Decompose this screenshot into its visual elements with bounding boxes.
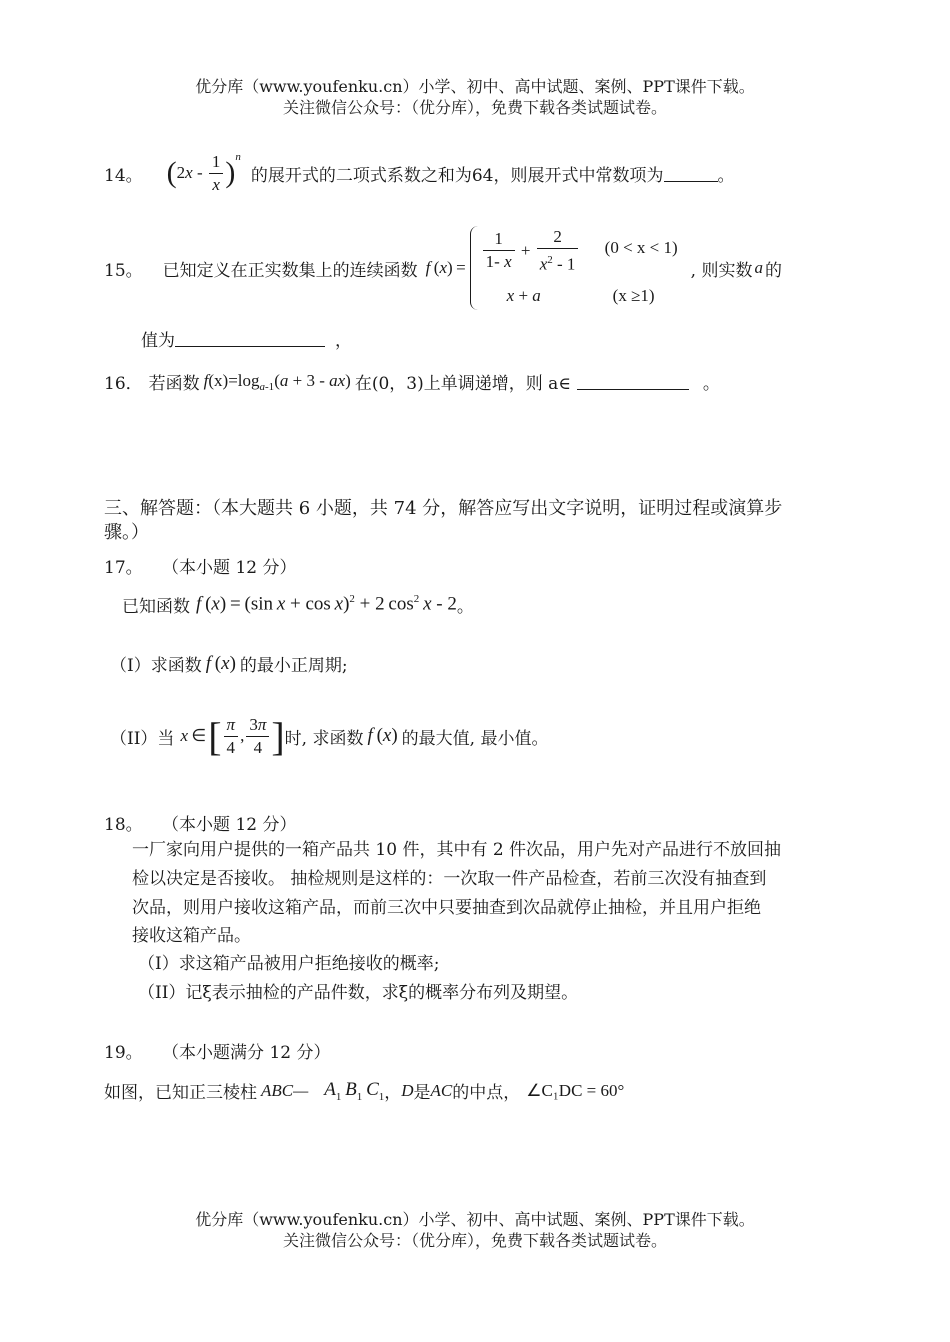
- q17-number: 17。: [104, 558, 143, 578]
- q18-line-4: 接收这箱产品。: [132, 926, 251, 946]
- header-line-2: 关注微信公众号：（优分库），免费下载各类试题试卷。: [282, 98, 667, 117]
- header-line-1: 优分库（www.youfenku.cn）小学、初中、高中试题、案例、PPT课件下载。: [195, 77, 755, 96]
- q17-tail: 。: [456, 597, 474, 617]
- q15-piecewise-brace: [470, 226, 481, 310]
- q17-p2-interval: x ∈ [ $\frac{\pi}{4}$ , $\frac{3\pi}{4}$ ]: [180, 713, 285, 759]
- q17-part-2: [110, 708, 548, 764]
- q16-mid: 在(0，3)上单调递增，则 a∈: [354, 374, 571, 394]
- q17-p1-label: （I）求函数: [110, 656, 202, 676]
- q15-var-a: a: [754, 258, 763, 277]
- footer-line-1: 优分库（www.youfenku.cn）小学、初中、高中试题、案例、PPT课件下载。: [195, 1210, 755, 1229]
- q19-mid1: 是: [413, 1083, 431, 1103]
- section-3-title-cont: 骤。）: [104, 522, 149, 543]
- q17-score: （本小题 12 分）: [162, 558, 297, 578]
- q14-text: 的展开式的二项式系数之和为64，则展开式中常数项为: [250, 165, 664, 186]
- q15-function: f (x) =: [425, 258, 466, 277]
- question-15: [104, 224, 782, 312]
- q19-sep: ，: [384, 1083, 402, 1103]
- question-16: [104, 369, 720, 394]
- q18-part-1: （I）求这箱产品被用户拒绝接收的概率;: [138, 954, 440, 974]
- q17-p2-mid: 时, 求函数: [284, 728, 364, 749]
- q18-line-1: 一厂家向用户提供的一箱产品共 10 件，其中有 2 件次品，用户先对产品进行不放回抽: [132, 840, 782, 860]
- q15-line2-tail: ，: [335, 331, 352, 351]
- q19-lead: 如图，已知正三棱柱: [104, 1083, 257, 1103]
- q16-answer-blank: [577, 373, 689, 390]
- q17-formula: f (x) = (sin x + cos x)$^2$ + 2 $\cos^2 x - 2$: [196, 593, 457, 615]
- q14-formula: ( 2 x - $\frac{1}{x}$ ) $^n$: [166, 150, 241, 194]
- q17-p1-tail: 的最小正周期;: [239, 656, 348, 676]
- q15-condition-2: (x ≥1): [612, 286, 655, 305]
- q14-tail: 。: [717, 165, 735, 186]
- q19-point-d: D: [401, 1080, 414, 1100]
- q19-mid2: 的中点，: [452, 1083, 521, 1103]
- q17-statement: [122, 592, 474, 617]
- q14-number: 14。: [104, 165, 143, 186]
- q18-score: （本小题 12 分）: [162, 815, 297, 835]
- section-3-title: 三、解答题：（本大题共 6 小题，共 74 分，解答应写出文字说明，证明过程或演算步: [104, 498, 783, 519]
- q18-line-3: 次品，则用户接收这箱产品，而前三次中只要抽查到次品就停止抽检，并且用户拒绝: [132, 898, 761, 918]
- q19-statement: [104, 1078, 624, 1103]
- q16-tail: 。: [702, 374, 720, 394]
- q15-branch-2: x + a: [506, 286, 541, 305]
- q15-piecewise: $\frac{1}{1- x}$ + $\frac{2}{x^2 - 1}$ (0 < x < 1) x + a (x ≥1): [481, 226, 691, 310]
- q15-tail-b: 的: [764, 260, 782, 281]
- q19-prism-base: ABC—: [261, 1080, 309, 1100]
- q15-tail-a: , 则实数: [690, 260, 753, 281]
- q17-part-1: [110, 651, 348, 676]
- q19-segment-ac: AC: [430, 1080, 453, 1100]
- q19-prism-top: $A_1$ $B_1$ $C_1$: [324, 1078, 385, 1103]
- q15-number: 15。: [104, 260, 143, 281]
- q15-answer-blank: [175, 330, 325, 347]
- q16-number: 16．: [104, 374, 143, 394]
- q15-line2: 值为: [141, 331, 175, 351]
- footer-line-2: 关注微信公众号：（优分库），免费下载各类试题试卷。: [282, 1231, 667, 1250]
- q18-number: 18。: [104, 815, 143, 835]
- q14-answer-blank: [664, 165, 718, 182]
- question-17-header: [104, 553, 297, 578]
- q19-angle: ∠C₁DC = 60°: [526, 1080, 625, 1100]
- q19-score: （本小题满分 12 分）: [162, 1043, 331, 1063]
- q17-p2-label: （II）当: [110, 728, 175, 749]
- q18-line-2: 检以决定是否接收。 抽检规则是这样的：一次取一件产品检查，若前三次没有抽查到: [132, 869, 767, 889]
- q17-p1-fx: f (x): [205, 652, 236, 674]
- question-15-line-2: [141, 326, 352, 351]
- q19-number: 19。: [104, 1043, 143, 1063]
- q18-part-2: （II）记ξ表示抽检的产品件数，求ξ的概率分布列及期望。: [138, 983, 579, 1003]
- question-19-header: [104, 1038, 331, 1063]
- q17-p2-tail: 的最大值, 最小值。: [401, 728, 549, 749]
- q15-text: 已知定义在正实数集上的连续函数: [162, 260, 418, 281]
- question-14: [104, 145, 735, 201]
- question-18-header: [104, 810, 297, 835]
- q17-lead: 已知函数: [122, 597, 190, 617]
- q16-formula: $f(x)=\log_{a-1}(a + 3 - ax)$: [203, 370, 351, 393]
- q17-p2-fx: f (x): [367, 725, 398, 746]
- q15-condition-1: (0 < x < 1): [604, 238, 678, 257]
- q16-lead: 若函数: [148, 374, 200, 394]
